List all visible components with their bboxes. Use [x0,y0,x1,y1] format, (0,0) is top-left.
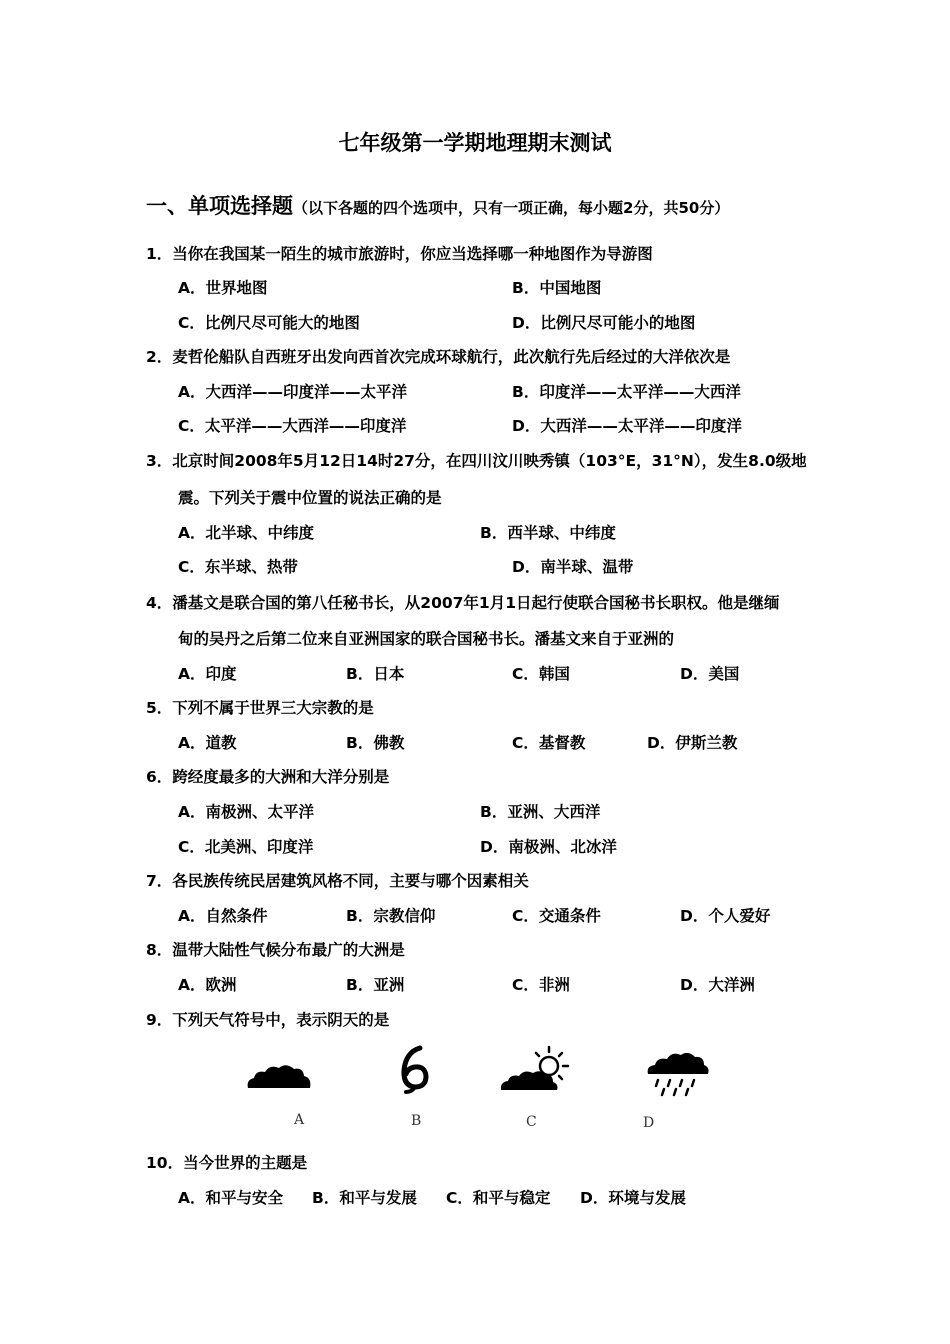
question-5-option-b: B．佛教 [346,734,405,752]
rain-cloud-icon [642,1046,712,1098]
question-9-stem: 9．下列天气符号中，表示阴天的是 [146,1011,390,1029]
figure-label-a: A [294,1112,305,1128]
question-7-stem: 7．各民族传统民居建筑风格不同，主要与哪个因素相关 [146,872,529,890]
question-10-option-c: C．和平与稳定 [446,1189,551,1207]
question-4-option-c: C．韩国 [512,665,570,683]
section-heading-text: 一、单项选择题 [146,194,293,218]
question-6-stem: 6．跨经度最多的大洲和大洋分别是 [146,768,390,786]
question-8-option-a: A．欧洲 [178,976,237,994]
page-title: 七年级第一学期地理期末测试 [338,131,612,155]
question-3-stem-line-1: 3．北京时间2008年5月12日14时27分，在四川汶川映秀镇（103°E，31°N），发生8.0级地 [146,452,807,470]
question-7-option-c: C．交通条件 [512,907,601,925]
question-4-stem-line-2: 甸的吴丹之后第二位来自亚洲国家的联合国秘书长。潘基文来自于亚洲的 [178,630,675,648]
question-10-option-d: D．环境与发展 [580,1189,686,1207]
question-10-option-a: A．和平与安全 [178,1189,283,1207]
figure-label-c: C [526,1114,537,1130]
question-4-option-d: D．美国 [680,665,740,683]
question-5-option-d: D．伊斯兰教 [647,734,738,752]
question-5-option-c: C．基督教 [512,734,586,752]
question-5-option-a: A．道教 [178,734,237,752]
question-2-option-a: A．大西洋——印度洋——太平洋 [178,383,407,401]
question-7-option-b: B．宗教信仰 [346,907,436,925]
question-7-option-a: A．自然条件 [178,907,268,925]
question-2-option-c: C．太平洋——大西洋——印度洋 [178,417,407,435]
question-1-option-d: D．比例尺尽可能小的地图 [512,314,696,332]
typhoon-symbol-icon [392,1042,437,1097]
question-2-option-d: D．大西洋——太平洋——印度洋 [512,417,742,435]
question-8-option-c: C．非洲 [512,976,570,994]
question-5-stem: 5．下列不属于世界三大宗教的是 [146,699,374,717]
question-8-stem: 8．温带大陆性气候分布最广的大洲是 [146,941,405,959]
question-3-option-d: D．南半球、温带 [512,558,634,576]
question-1-option-b: B．中国地图 [512,279,602,297]
question-7-option-d: D．个人爱好 [680,907,771,925]
question-8-option-d: D．大洋洲 [680,976,755,994]
section-note: （以下各题的四个选项中，只有一项正确，每小题2分，共50分） [293,199,730,217]
question-1-option-a: A．世界地图 [178,279,268,297]
question-6-option-a: A．南极洲、太平洋 [178,803,314,821]
question-1-stem: 1．当你在我国某一陌生的城市旅游时，你应当选择哪一种地图作为导游图 [146,245,653,263]
question-3-stem-line-2: 震。下列关于震中位置的说法正确的是 [178,489,442,507]
question-2-stem: 2．麦哲伦船队自西班牙出发向西首次完成环球航行，此次航行先后经过的大洋依次是 [146,348,731,366]
section-heading [146,190,729,220]
question-3-option-a: A．北半球、中纬度 [178,524,314,542]
question-10-option-b: B．和平与发展 [312,1189,417,1207]
question-6-option-d: D．南极洲、北冰洋 [480,838,617,856]
question-4-stem-line-1: 4．潘基文是联合国的第八任秘书长，从2007年1月1日起行使联合国秘书长职权。他是继缅 [146,594,780,612]
figure-label-d: D [643,1115,655,1131]
question-1-option-c: C．比例尺尽可能大的地图 [178,314,360,332]
question-6-option-c: C．北美洲、印度洋 [178,838,314,856]
question-3-option-c: C．东半球、热带 [178,558,298,576]
question-10-stem: 10．当今世界的主题是 [146,1154,308,1172]
question-6-option-b: B．亚洲、大西洋 [480,803,601,821]
question-4-option-a: A．印度 [178,665,237,683]
figure-label-b: B [411,1113,422,1129]
question-2-option-b: B．印度洋——太平洋——大西洋 [512,383,741,401]
question-3-option-b: B．西半球、中纬度 [480,524,616,542]
question-4-option-b: B．日本 [346,665,405,683]
cloud-sun-icon [497,1044,582,1096]
question-8-option-b: B．亚洲 [346,976,405,994]
overcast-cloud-icon [240,1050,320,1095]
